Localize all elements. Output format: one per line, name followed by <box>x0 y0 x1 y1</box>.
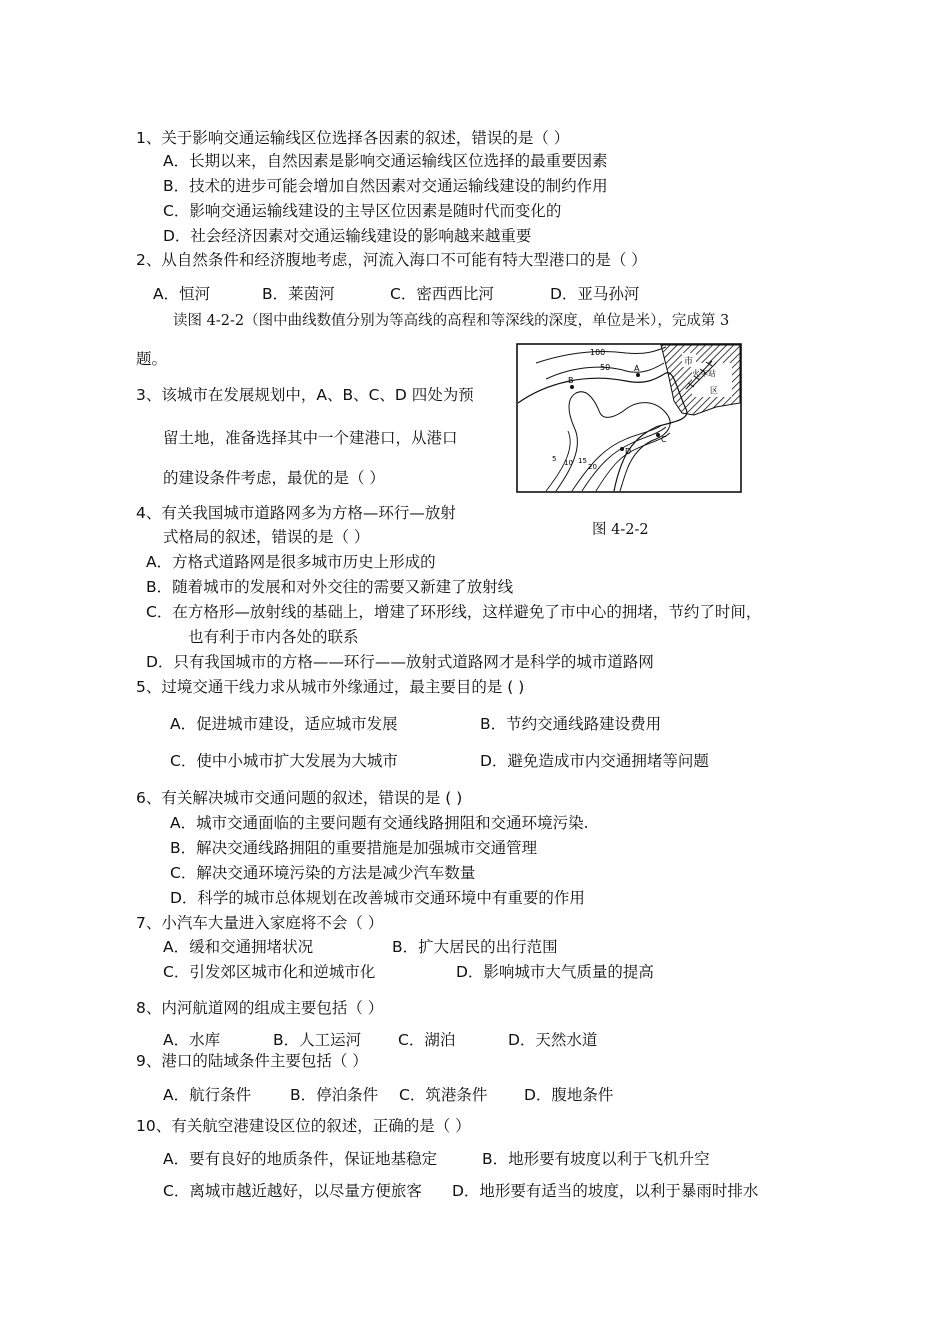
q9-option-b: B．停泊条件 <box>290 1086 379 1104</box>
q8-option-c: C．湖泊 <box>398 1031 456 1049</box>
q8-option-d: D．天然水道 <box>508 1031 598 1049</box>
depth-10-label: 10 <box>564 459 573 467</box>
point-c-marker <box>656 433 660 437</box>
q1-option-d: D．社会经济因素对交通运输线建设的影响越来越重要 <box>163 227 532 245</box>
point-d-label: D <box>625 447 632 456</box>
point-b-label: B <box>568 376 574 385</box>
station-label: 火车站 <box>692 369 716 378</box>
q6-option-c: C．解决交通环境污染的方法是减少汽车数量 <box>170 864 476 882</box>
q5-stem: 5、过境交通干线力求从城市外缘通过，最主要目的是 ( ) <box>136 678 525 696</box>
point-a-label: A <box>634 364 640 373</box>
point-d-marker <box>620 447 624 451</box>
q9-stem: 9、港口的陆域条件主要包括（ ） <box>136 1052 368 1070</box>
q6-option-d: D．科学的城市总体规划在改善城市交通环境中有重要的作用 <box>170 889 585 907</box>
q4-stem-line2: 式格局的叙述，错误的是（ ） <box>163 528 370 546</box>
reading-instruction-cont: 题。 <box>136 350 168 368</box>
point-a-marker <box>636 373 640 377</box>
q4-stem-line1: 4、有关我国城市道路网多为方格—环行—放射 <box>136 504 456 522</box>
q10-option-b: B．地形要有坡度以利于飞机升空 <box>482 1150 710 1168</box>
q3-stem-line2: 留土地，准备选择其中一个建港口，从港口 <box>163 429 458 447</box>
q4-option-a: A．方格式道路网是很多城市历史上形成的 <box>146 553 436 571</box>
q8-option-a: A．水库 <box>163 1031 221 1049</box>
q4-option-c-cont: 也有利于市内各处的联系 <box>188 628 359 646</box>
reading-instruction: 读图 4-2-2（图中曲线数值分别为等高线的高程和等深线的深度，单位是米），完成第 3 <box>173 313 730 329</box>
q2-option-a: A．恒河 <box>153 285 211 303</box>
q6-option-b: B．解决交通线路拥阻的重要措施是加强城市交通管理 <box>170 839 538 857</box>
q7-stem: 7、小汽车大量进入家庭将不会（ ） <box>136 914 384 932</box>
q9-option-d: D．腹地条件 <box>524 1086 614 1104</box>
depth-5-label: 5 <box>552 455 557 463</box>
q1-stem: 1、关于影响交通运输线区位选择各因素的叙述，错误的是（ ） <box>136 129 570 147</box>
q8-stem: 8、内河航道网的组成主要包括（ ） <box>136 999 384 1017</box>
point-b-marker <box>570 385 574 389</box>
q3-stem-line1: 3、该城市在发展规划中，A、B、C、D 四处为预 <box>136 386 474 404</box>
q10-stem: 10、有关航空港建设区位的叙述，正确的是（ ） <box>136 1117 471 1135</box>
contour-50-label: 50 <box>600 363 611 372</box>
q7-option-d: D．影响城市大气质量的提高 <box>456 963 654 981</box>
q1-option-a: A．长期以来，自然因素是影响交通运输线区位选择的最重要因素 <box>163 152 608 170</box>
q10-option-c: C．离城市越近越好，以尽量方便旅客 <box>163 1182 422 1200</box>
q10-option-a: A．要有良好的地质条件，保证地基稳定 <box>163 1150 438 1168</box>
q4-option-c: C．在方格形—放射线的基础上，增建了环形线，这样避免了市中心的拥堵，节约了时间， <box>146 603 762 621</box>
q1-option-b: B．技术的进步可能会增加自然因素对交通运输线建设的制约作用 <box>163 177 608 195</box>
q7-option-b: B．扩大居民的出行范围 <box>392 938 558 956</box>
contour-map-figure <box>516 343 742 493</box>
q5-option-a: A．促进城市建设，适应城市发展 <box>170 715 398 733</box>
q9-option-c: C．筑港条件 <box>399 1086 488 1104</box>
q6-stem: 6、有关解决城市交通问题的叙述，错误的是 ( ) <box>136 789 463 807</box>
q10-option-d: D．地形要有适当的坡度，以利于暴雨时排水 <box>452 1182 759 1200</box>
q4-option-d: D．只有我国城市的方格——环行——放射式道路网才是科学的城市道路网 <box>146 653 654 671</box>
q6-option-a: A．城市交通面临的主要问题有交通线路拥阻和交通环境污染. <box>170 814 589 832</box>
q2-option-b: B．莱茵河 <box>262 285 335 303</box>
q9-option-a: A．航行条件 <box>163 1086 252 1104</box>
q5-option-c: C．使中小城市扩大发展为大城市 <box>170 752 398 770</box>
q4-option-b: B．随着城市的发展和对外交往的需要又新建了放射线 <box>146 578 514 596</box>
q2-stem: 2、从自然条件和经济腹地考虑，河流入海口不可能有特大型港口的是（ ） <box>136 251 647 269</box>
q3-stem-line3: 的建设条件考虑，最优的是（ ） <box>163 469 385 487</box>
q5-option-b: B．节约交通线路建设费用 <box>480 715 662 733</box>
point-c-label: C <box>661 435 667 444</box>
depth-20-label: 20 <box>588 463 597 471</box>
district-label: 区 <box>710 386 718 395</box>
city-label: 市 <box>684 357 694 367</box>
q7-option-a: A．缓和交通拥堵状况 <box>163 938 314 956</box>
q8-option-b: B．人工运河 <box>273 1031 362 1049</box>
depth-15-label: 15 <box>578 457 587 465</box>
q2-option-d: D．亚马孙河 <box>550 285 640 303</box>
q1-option-c: C．影响交通运输线建设的主导区位因素是随时代而变化的 <box>163 202 562 220</box>
q2-option-c: C．密西西比河 <box>390 285 494 303</box>
q7-option-c: C．引发郊区城市化和逆城市化 <box>163 963 376 981</box>
figure-caption: 图 4-2-2 <box>592 522 649 538</box>
q5-option-d: D．避免造成市内交通拥堵等问题 <box>480 752 709 770</box>
contour-100-label: 100 <box>590 348 606 357</box>
